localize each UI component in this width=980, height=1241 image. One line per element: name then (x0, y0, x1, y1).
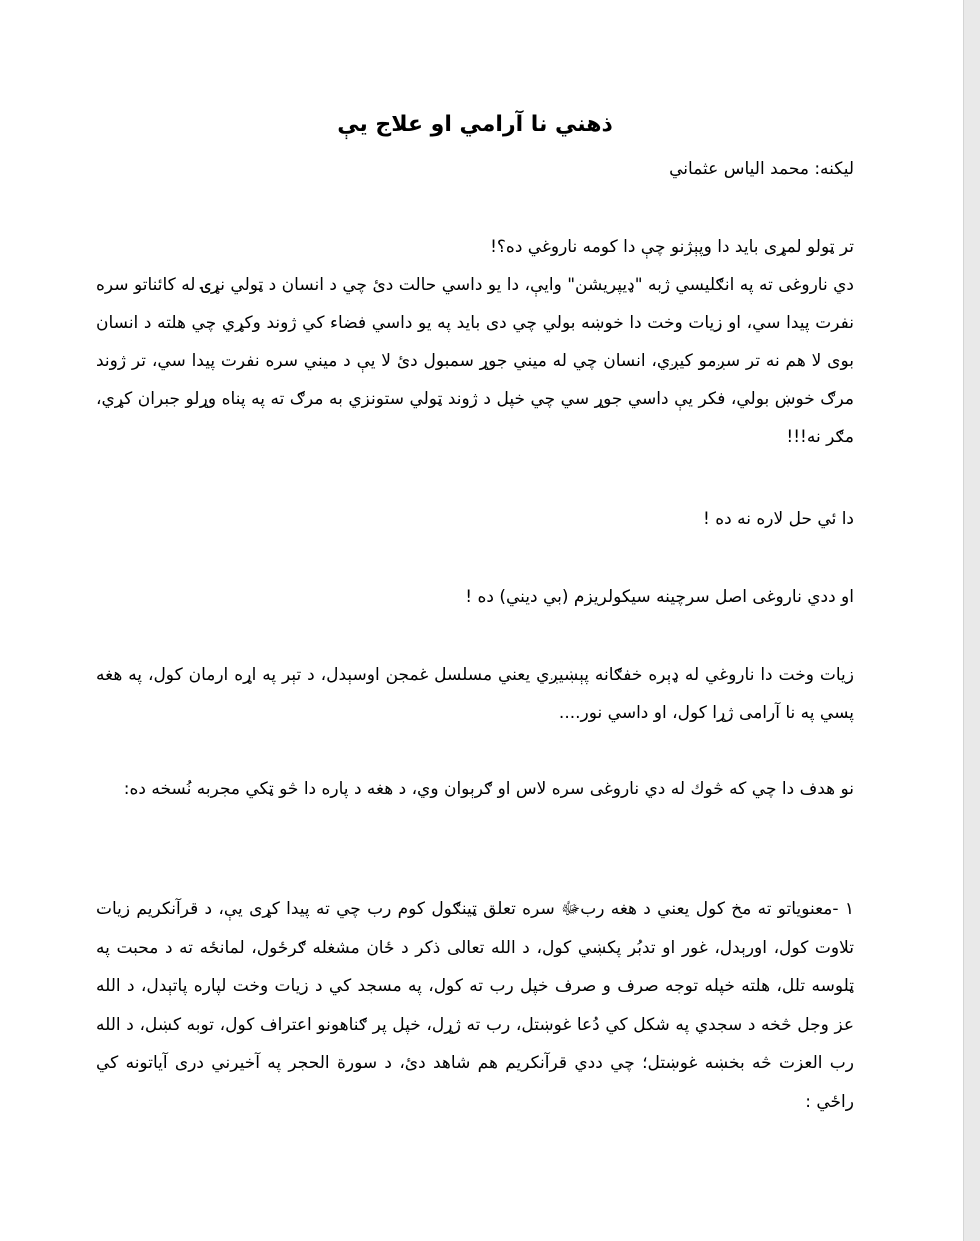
document-title: ذهني نا آرامي او علاج يې (337, 112, 613, 137)
paragraph-1: تر ټولو لمړی باید دا وپېژنو چې دا کومه ناروغي ده؟! دي ناروغی ته په انګلیسي ژبه "ډیپریشن" وایې، دا یو داسي حالت دئ چي د انسان د ټولي نړۍ له کائناتو سره نفرت پیدا سي، او زیات وخت دا خوښه بولي چي دی باید په یو داسي فضاء کي ژوند وکړي چي هلته د انسان بوی لا هم نه تر سږمو کیږي، انسان چي له میني جوړ سمبول دئ لا یې د میني سره نفرت پیدا سي، تر ژوند مرګ خوښ بولي، فکر یې داسي جوړ سي چي خپل د ژوند ټولي ستونزي به مرګ ته په پناه وړلو جبران کړي، مګر نه!!! (96, 237, 854, 447)
paragraph-4: زیات وخت دا ناروغي له ډېره خفګانه پېښیږي یعني مسلسل غمجن اوسېدل، د تېر په اړه ارمان کول، په هغه پسي په نا آرامی ژړا کول، او داسي نور.... (96, 665, 854, 723)
paragraph-6: ۱ -معنویاتو ته مخ کول یعني د هغه ربﷻ سره تعلق ټینګول کوم رب چي ته پیدا کړی یې، د قرآنکریم زیات تلاوت کول، اورېدل، غور او تدبُر پکښي کول، د الله تعالی ذکر د ځان مشغله ګرځول، لمانځه ته د محبت په ټلوسه تلل، هلته خپله توجه صرف و صرف خپل رب ته کول، په مسجد کي د زیات وخت لپاره پاتېدل، د الله عز وجل څخه د سجدي په شکل کي دُعا غوښتل، رب ته ژړل، خپل پر ګناهونو اعتراف کول، توبه کښل، د الله رب العزت څه بخښه غوښتل؛ چي ددي قرآنکریم هم شاهد دئ، د سورة الحجر په آخیرني دری آیاتونه کي راځي : (96, 899, 854, 1112)
paragraph-5: نو هدف دا چي که څوك له دي ناروغی سره لاس او ګرېوان وي، د هغه د پاره دا څو ټکي مجربه نُسخه ده: (123, 779, 854, 799)
paragraph-2: دا ئي حل لاره نه ده ! (703, 509, 854, 529)
paragraph-3: او ددي ناروغی اصل سرچینه سیکولریزم (بي دیني) ده ! (465, 587, 854, 607)
page-edge (963, 0, 980, 1241)
author-line: ليکنه: محمد الياس عثماني (669, 159, 854, 179)
